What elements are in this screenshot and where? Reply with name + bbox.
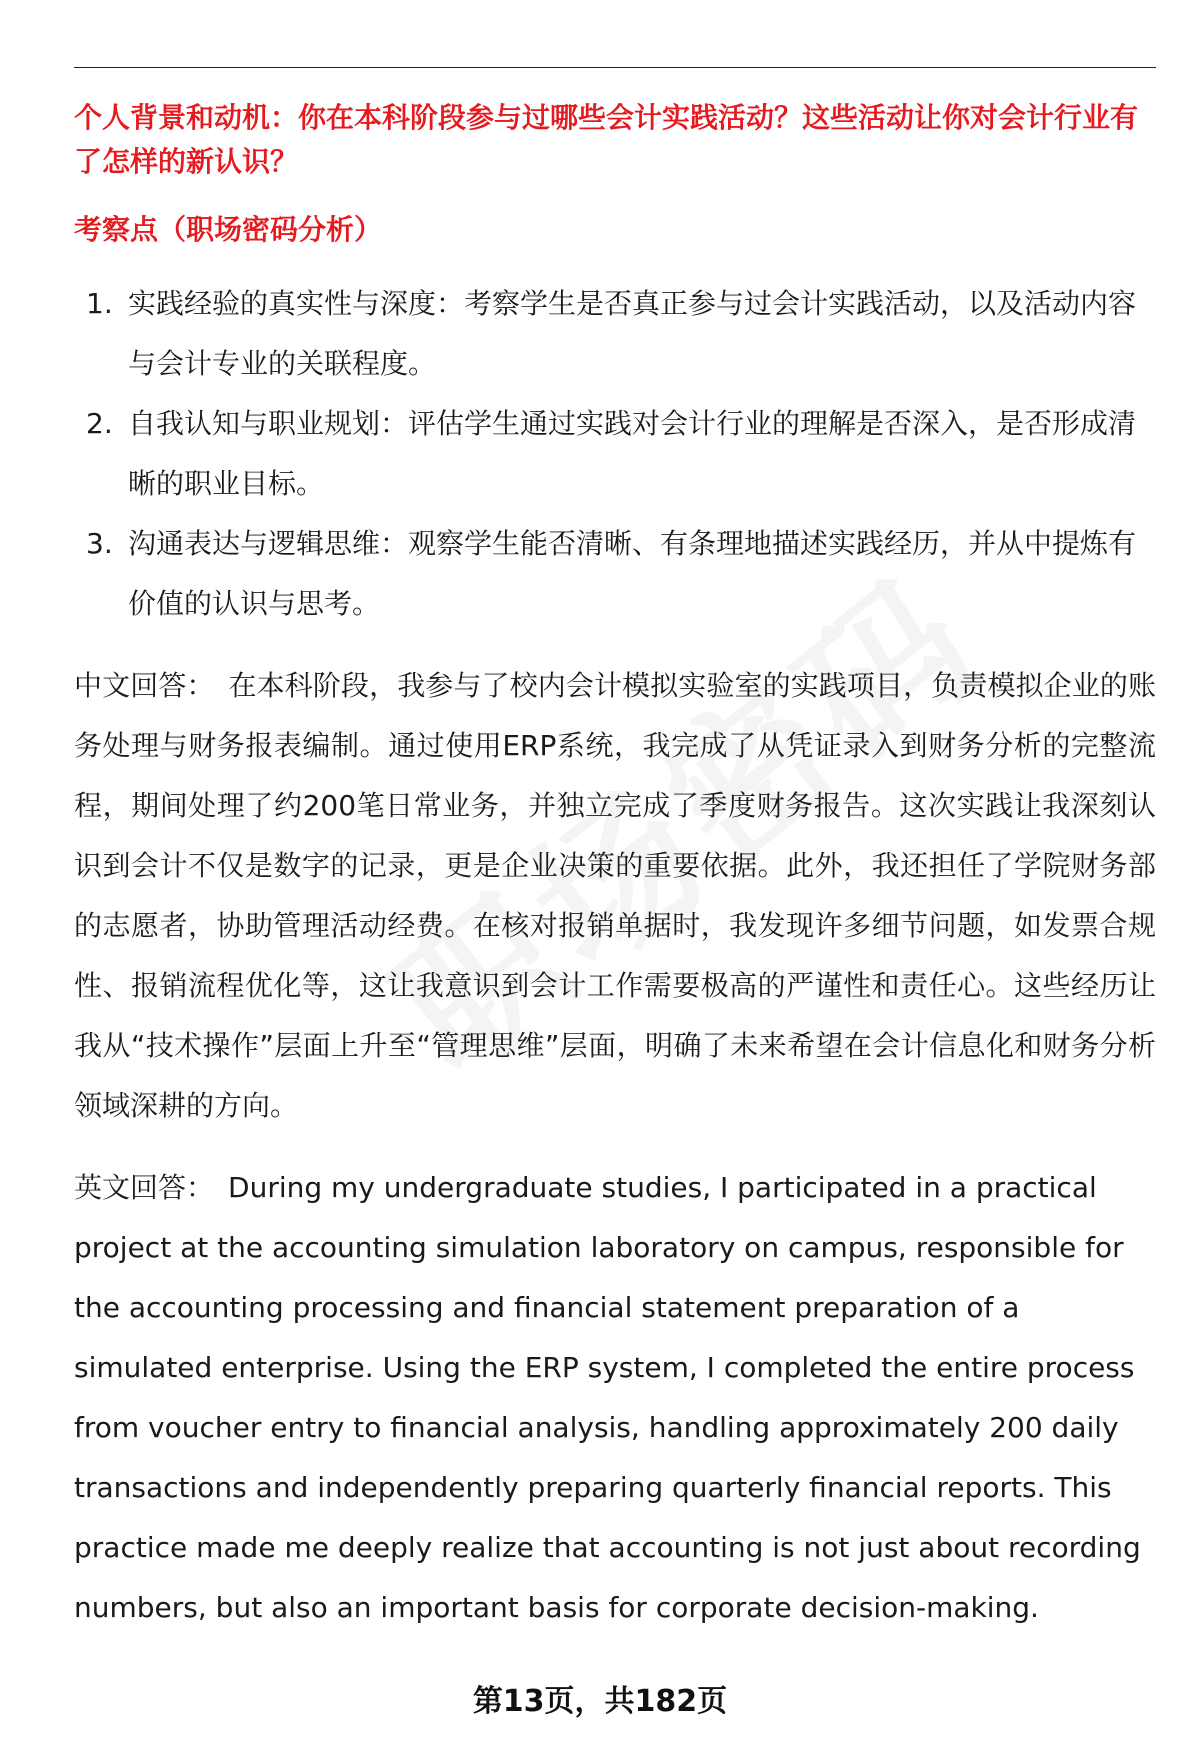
- english-answer-text: During my undergraduate studies, I participated in a practical project at the accounting simulation laboratory on campus, responsible for the accounting processing and financial statement preparation of a simulated enterprise. Using the ERP system, I completed the entire process from voucher entry to financial analysis, handling approximately 200 daily transactions and independently preparing quarterly financial reports. This practice made me deeply realize that accounting is not just about recording numbers, but also an important basis for corporate decision-making.: [74, 1171, 1141, 1624]
- list-item: [74, 274, 1156, 394]
- chinese-answer: [74, 656, 1156, 1136]
- list-item: [74, 514, 1156, 634]
- page-content: [74, 96, 1156, 1638]
- list-item-text: 自我认知与职业规划：评估学生通过实践对会计行业的理解是否深入，是否形成清晰的职业目标。: [128, 407, 1137, 500]
- assessment-points-list: [74, 274, 1156, 634]
- list-item-number: 2.: [86, 407, 113, 440]
- chinese-answer-label: 中文回答：: [74, 669, 215, 702]
- question-heading: 个人背景和动机：你在本科阶段参与过哪些会计实践活动？这些活动让你对会计行业有了怎样的新认识？: [74, 101, 1139, 178]
- chinese-answer-text: 在本科阶段，我参与了校内会计模拟实验室的实践项目，负责模拟企业的账务处理与财务报表编制。通过使用ERP系统，我完成了从凭证录入到财务分析的完整流程，期间处理了约200笔日常业务，并独立完成了季度财务报告。这次实践让我深刻认识到会计不仅是数字的记录，更是企业决策的重要依据。此外，我还担任了学院财务部的志愿者，协助管理活动经费。在核对报销单据时，我发现许多细节问题，如发票合规性、报销流程优化等，这让我意识到会计工作需要极高的严谨性和责任心。这些经历让我从“技术操作”层面上升至“管理思维”层面，明确了未来希望在会计信息化和财务分析领域深耕的方向。: [74, 669, 1156, 1122]
- list-item-number: 1.: [86, 287, 113, 320]
- list-item: [74, 394, 1156, 514]
- assessment-points-heading: 考察点（职场密码分析）: [74, 213, 383, 246]
- list-item-text: 实践经验的真实性与深度：考察学生是否真正参与过会计实践活动，以及活动内容与会计专业的关联程度。: [128, 287, 1137, 380]
- list-item-number: 3.: [86, 527, 113, 560]
- english-answer: [74, 1158, 1156, 1638]
- english-answer-label: 英文回答：: [74, 1171, 215, 1204]
- top-divider: [74, 67, 1156, 68]
- page-number: 第13页，共182页: [472, 1684, 728, 1719]
- list-item-text: 沟通表达与逻辑思维：观察学生能否清晰、有条理地描述实践经历，并从中提炼有价值的认识与思考。: [128, 527, 1137, 620]
